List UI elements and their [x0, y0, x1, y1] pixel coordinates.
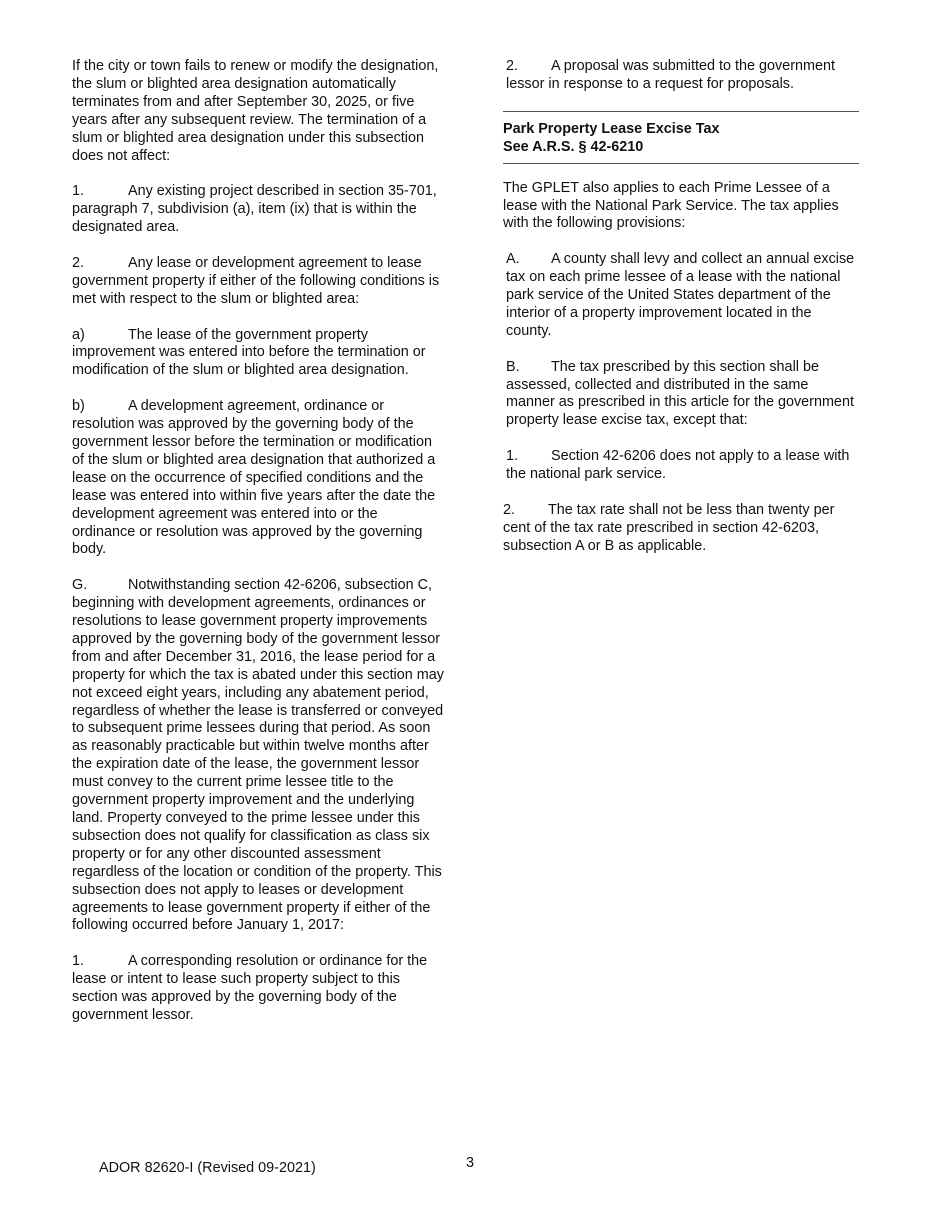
form-id: ADOR 82620-I (Revised 09-2021): [99, 1160, 316, 1176]
left-column: [72, 58, 444, 1043]
item-label: 1.: [72, 183, 85, 200]
item-text: Any existing project described in section 35-701, paragraph 7, subdivision (a), item (ix) that is within the designated area.: [72, 183, 437, 236]
list-item: [503, 58, 859, 94]
right-column: [503, 58, 859, 573]
item-text: Any lease or development agreement to lease government property if either of the following conditions is met with respect to the slum or blighted area:: [72, 254, 440, 307]
list-item: [503, 448, 859, 484]
section-heading: [503, 112, 859, 163]
item-label: 1.: [506, 448, 519, 465]
intro-paragraph: The GPLET also applies to each Prime Lessee of a lease with the National Park Service. The tax applies with the following provisions:: [503, 179, 839, 232]
item-label: 2.: [503, 501, 516, 518]
heading-title: Park Property Lease Excise Tax: [503, 120, 720, 137]
item-label: a): [72, 326, 85, 343]
list-item: [503, 359, 859, 431]
list-item: [72, 327, 444, 381]
item-label: b): [72, 398, 85, 415]
item-text: A corresponding resolution or ordinance for the lease or intent to lease such property subject to this section was approved by the governing body of the government lessor.: [72, 953, 428, 1023]
item-text: The tax prescribed by this section shall be assessed, collected and distributed in the same manner as prescribed in this article for the government property lease excise tax, except that:: [506, 358, 854, 429]
item-label: A.: [506, 251, 520, 268]
item-text: A development agreement, ordinance or resolution was approved by the governing body of the government lessor before the termination or modification of the slum or blighted area designation that authorized a lease on the occurrence of specified conditions and the lease was entered into within five years after the date the development agreement was entered into or the ordinance or resolution was approved by the governing body.: [72, 398, 436, 558]
list-item: [503, 251, 859, 341]
heading-citation: See A.R.S. § 42-6210: [503, 138, 644, 155]
item-text: Section 42-6206 does not apply to a lease with the national park service.: [506, 448, 850, 483]
list-item: [72, 255, 444, 309]
list-item: [72, 953, 444, 1025]
item-label: B.: [506, 358, 520, 375]
list-item: [72, 577, 444, 935]
item-text: The tax rate shall not be less than twenty per cent of the tax rate prescribed in section 42-6203, subsection A or B as applicable.: [503, 501, 835, 554]
item-label: 2.: [72, 254, 85, 271]
intro-paragraph: If the city or town fails to renew or modify the designation, the slum or blighted area designation automatically terminates from and after September 30, 2025, or five years after any subsequent review. The termination of a slum or blighted area designation under this subsection does not affect:: [72, 58, 439, 164]
item-text: Notwithstanding section 42-6206, subsection C, beginning with development agreements, ordinances or resolutions to lease government property improvements approved by the governing body of the government lessor from and after December 31, 2016, the lease period for a property for which the tax is abated under this section may not exceed eight years, including any abatement period, regardless of whether the lease is transferred or conveyed to subsequent prime lessees during that period. As soon as reasonably practicable but within twelve months after the expiration date of the lease, the government lessor must convey to the current prime lessee title to the government property improvement and the underlying land. Property conveyed to the prime lessee under this subsection does not qualify for classification as class six property or for any other discounted assessment regardless of the location or condition of the property. This subsection does not apply to leases or development agreements to lease government property if either of the following occurred before January 1, 2017:: [72, 577, 444, 934]
item-label: G.: [72, 577, 88, 594]
item-text: A county shall levy and collect an annual excise tax on each prime lessee of a lease with the national park service of the United States department of the interior of a property improvement located in the county.: [506, 251, 855, 339]
item-text: A proposal was submitted to the government lessor in response to a request for proposals.: [506, 58, 835, 92]
item-label: 1.: [72, 953, 85, 970]
list-item: [503, 502, 859, 556]
list-item: [72, 183, 444, 237]
item-label: 2.: [506, 58, 519, 74]
item-text: The lease of the government property improvement was entered into before the termination or modification of the slum or blighted area designation.: [72, 326, 426, 379]
page-number: 3: [466, 1155, 475, 1171]
list-item: [72, 398, 444, 559]
section-divider: [503, 163, 859, 164]
